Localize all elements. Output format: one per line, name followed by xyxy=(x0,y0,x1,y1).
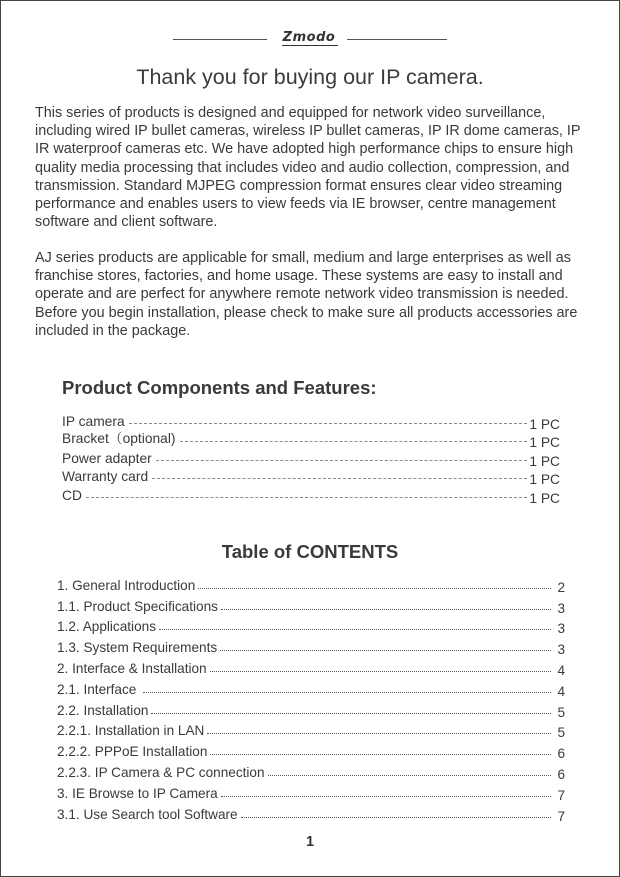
toc-entry-page: 4 xyxy=(557,662,565,678)
logo-header xyxy=(1,28,619,48)
toc-entry-label: 3. IE Browse to IP Camera xyxy=(57,785,218,801)
toc-entry xyxy=(57,780,565,801)
component-name: CD xyxy=(62,487,82,503)
dot-leader xyxy=(210,754,551,755)
toc-entry-page: 3 xyxy=(557,642,565,658)
dot-leader xyxy=(159,629,551,630)
intro-paragraph-1: This series of products is designed and equipped for network video surveillance, including wired IP bullet cameras, wireless IP bullet cameras, IP IR dome cameras, IP IR waterproof cameras etc. We have adopted high performance chips to ensure high quality media processing that includes video and audio collection, compression, and transmission. Standard MJPEG compression format ensures clear video streaming performance and enables users to view feeds via IE browser, centre management software and client software. xyxy=(35,105,581,231)
toc-entry-label: 2.2. Installation xyxy=(57,702,149,718)
toc-entry-label: 2.2.2. PPPoE Installation xyxy=(57,744,208,760)
page-headline: Thank you for buying our IP camera. xyxy=(136,65,484,89)
toc-entry-page: 6 xyxy=(557,766,565,782)
dot-leader xyxy=(210,671,551,672)
toc-entry xyxy=(57,697,565,718)
toc-entry-page: 3 xyxy=(557,600,565,616)
toc-entry xyxy=(57,738,565,762)
components-heading: Product Components and Features: xyxy=(62,377,377,398)
toc-heading: Table of CONTENTS xyxy=(221,541,399,562)
component-qty: 1 PC xyxy=(529,416,560,432)
dot-leader xyxy=(151,713,551,714)
toc-entry xyxy=(57,614,565,635)
toc-entry-label: 1. General Introduction xyxy=(57,577,196,593)
component-name: Warranty card xyxy=(62,469,149,485)
dot-leader xyxy=(221,609,551,610)
toc-entry-page: 7 xyxy=(557,808,565,824)
toc-entry xyxy=(57,634,565,658)
toc-entry xyxy=(57,801,565,822)
intro-paragraph-2: AJ series products are applicable for small, medium and large enterprises as well as franchise stores, factories, and home usage. These systems are easy to install and operate and are perfect for anywhere remote network video transmission is needed. Before you begin installation, please check to make sure all products accessories are included in the package. xyxy=(35,250,578,339)
component-qty: 1 PC xyxy=(529,490,560,506)
toc-entry xyxy=(57,759,565,780)
dot-leader xyxy=(198,588,551,589)
toc-entry-label: 3.1. Use Search tool Software xyxy=(57,806,238,822)
dot-leader xyxy=(220,650,551,651)
dot-leader xyxy=(86,497,527,498)
component-item xyxy=(62,484,560,506)
toc-entry-label: 2.1. Interface xyxy=(57,681,141,697)
brand-logo-underline xyxy=(282,45,338,47)
toc-entry xyxy=(57,676,565,697)
toc-entry-label: 2. Interface & Installation xyxy=(57,660,207,676)
toc-entry xyxy=(57,572,565,593)
component-item xyxy=(62,447,560,469)
component-qty: 1 PC xyxy=(529,472,560,488)
toc-entry-page: 3 xyxy=(557,621,565,637)
toc-entry-page: 5 xyxy=(557,704,565,720)
dot-leader xyxy=(241,817,551,818)
logo-rule-left xyxy=(173,39,267,40)
component-name: Power adapter xyxy=(62,450,152,466)
component-name: IP camera xyxy=(62,413,125,429)
dot-leader xyxy=(180,441,528,442)
toc-entry xyxy=(57,718,565,739)
toc-entry-page: 5 xyxy=(557,725,565,741)
toc-entry-label: 1.3. System Requirements xyxy=(57,640,218,656)
toc-entry-label: 2.2.3. IP Camera & PC connection xyxy=(57,764,265,780)
toc-entry-page: 4 xyxy=(557,683,565,699)
dot-leader xyxy=(143,692,551,693)
toc-entry-label: 1.2. Applications xyxy=(57,619,156,635)
component-item xyxy=(62,466,560,488)
toc-entry-page: 7 xyxy=(557,787,565,803)
component-item xyxy=(62,410,560,432)
component-qty: 1 PC xyxy=(529,453,560,469)
toc-entry-page: 6 xyxy=(557,746,565,762)
component-qty: 1 PC xyxy=(529,435,560,451)
toc-entry xyxy=(57,593,565,614)
page-number: 1 xyxy=(305,834,315,850)
toc-entry xyxy=(57,655,565,676)
toc-entry-label: 2.2.1. Installation in LAN xyxy=(57,723,205,739)
dot-leader xyxy=(152,478,527,479)
dot-leader xyxy=(156,460,528,461)
table-of-contents xyxy=(57,572,565,822)
brand-logo-text: Zmodo xyxy=(282,30,336,45)
dot-leader xyxy=(207,733,551,734)
dot-leader xyxy=(221,796,551,797)
component-name: Bracket（optional) xyxy=(62,431,176,447)
components-list xyxy=(62,410,560,506)
toc-entry-page: 2 xyxy=(557,579,565,595)
component-item xyxy=(62,429,560,451)
dot-leader xyxy=(129,423,528,424)
brand-logo xyxy=(276,28,342,48)
toc-entry-label: 1.1. Product Specifications xyxy=(57,598,218,614)
dot-leader xyxy=(268,775,551,776)
logo-rule-right xyxy=(347,39,447,40)
